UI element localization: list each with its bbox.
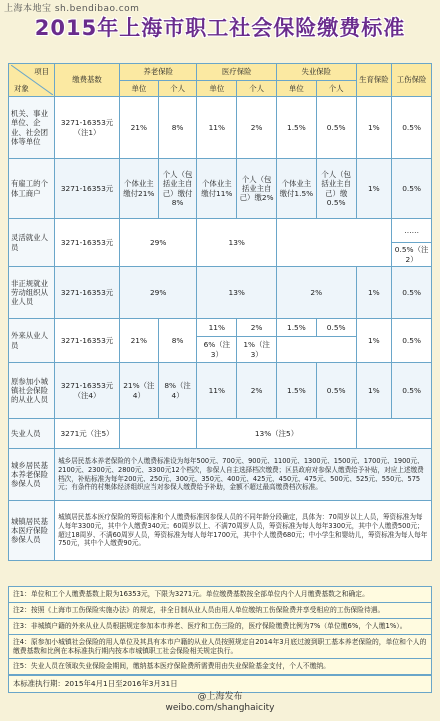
header-injury: 工伤保险 xyxy=(392,64,432,97)
note-2: 注2：按照《上海市工伤保险实施办法》的规定，非全日制从业人员由用人单位缴纳工伤保险费并享受相应的工伤保险待遇。 xyxy=(8,603,432,619)
note-3: 注3：非城镇户籍的外来从业人员根据规定参加本市养老、医疗和工伤三险的，医疗保险缴费比例为7%（单位缴6%，个人缴1%）。 xyxy=(8,619,432,635)
header-maternity: 生育保险 xyxy=(356,64,392,97)
table-row xyxy=(9,501,432,561)
footer-credit: @上海发布 weibo.com/shanghaicity xyxy=(165,692,275,713)
header-unemployment: 失业保险 xyxy=(277,64,357,81)
medical-unit: 11% xyxy=(197,97,237,159)
unemployment-personal: 0.5% xyxy=(316,97,356,159)
header-unit: 单位 xyxy=(119,80,158,97)
injury-top: …… xyxy=(392,219,432,243)
medical-personal-alt: 1%（注3） xyxy=(237,337,277,363)
row-label: 灵活就业人员 xyxy=(9,219,55,267)
row-label: 城乡居民基本养老保险参保人员 xyxy=(9,449,55,501)
table-row xyxy=(9,267,432,319)
empty-cell xyxy=(119,419,196,449)
medical-total: 13% xyxy=(197,267,277,319)
row-base: 3271-16353元 xyxy=(55,219,120,267)
pension-personal: 8%（注4） xyxy=(158,363,197,419)
table-row xyxy=(9,159,432,219)
medical-total: 13%（注5） xyxy=(197,419,356,449)
pension-unit: 21%（注4） xyxy=(119,363,158,419)
header-unit: 单位 xyxy=(197,80,237,97)
watermark: 上海本地宝 sh.bendibao.com xyxy=(4,4,140,14)
pension-personal: 8% xyxy=(158,319,197,363)
pension-personal: 8% xyxy=(158,97,197,159)
header-personal: 个人 xyxy=(316,80,356,97)
table-row xyxy=(9,97,432,159)
unemployment-unit: 1.5% xyxy=(277,319,317,337)
note-5: 注5：失业人员在领取失业保险金期间，缴纳基本医疗保险费所需费用由失业保险基金支付，个人不缴纳。 xyxy=(8,659,432,675)
injury: 0.5% xyxy=(392,97,432,159)
medical-personal: 2% xyxy=(237,97,277,159)
row-label: 有雇工的个体工商户 xyxy=(9,159,55,219)
maternity: 1% xyxy=(356,97,392,159)
corner-bottom: 对象 xyxy=(14,83,29,93)
note-4: 注4：原参加小城镇社会保险的用人单位及其具有本市户籍的从业人员按照规定自2014年3月底过渡到职工基本养老保险的，单位和个人的缴费基数和比例在本标准执行期内按本市城镇职工社会保险相关规定执行。 xyxy=(8,635,432,660)
header-base: 缴费基数 xyxy=(55,64,120,97)
injury-bottom: 0.5%（注2） xyxy=(392,243,432,267)
row-base: 3271-16353元 xyxy=(55,267,120,319)
row-label: 机关、事业单位、企业、社会团体等单位 xyxy=(9,97,55,159)
injury: 0.5% xyxy=(392,267,432,319)
medical-personal: 2% xyxy=(237,363,277,419)
medical-unit: 11% xyxy=(197,363,237,419)
medical-personal: 个人（包括业主自己）缴2% xyxy=(237,159,277,219)
row-label: 失业人员 xyxy=(9,419,55,449)
medical-total: 13% xyxy=(197,219,277,267)
row-base: 3271-16353元 xyxy=(55,319,120,363)
row-label: 城镇居民基本医疗保险参保人员 xyxy=(9,501,55,561)
row-base: 3271-16353元（注4） xyxy=(55,363,120,419)
header-unit: 单位 xyxy=(277,80,317,97)
insurance-table xyxy=(8,63,432,561)
table-row xyxy=(9,449,432,501)
note-1: 注1：单位和工个人缴费基数上限为16353元，下限为3271元。单位缴费基数按全部单位内个人月缴费基数之和确定。 xyxy=(8,586,432,603)
row-description: 城镇居民基本医疗保险的筹资标准和个人缴费标准因参保人员的不同年龄分段确定，具体为：70周岁以上人员，筹资标准为每人每年3300元，其中个人缴费340元；60周岁以上、不满70周岁人员，筹资标准为每人每年3300元，其中个人缴费500元；超过18周岁、不满60周岁人员，筹资标准为每人每年1700元，其中个人缴费680元；中小学生和婴幼儿，筹资标准为每人每年750元，其中个人缴费90元。 xyxy=(55,501,432,561)
injury: 0.5% xyxy=(392,319,432,363)
empty-cell xyxy=(277,219,392,267)
pension-unit: 21% xyxy=(119,97,158,159)
row-label: 原参加小城镇社会保险的从业人员 xyxy=(9,363,55,419)
empty-cell xyxy=(356,419,431,449)
medical-unit-alt: 6%（注3） xyxy=(197,337,237,363)
corner-cell xyxy=(9,64,55,97)
row-base: 3271-16353元（注1） xyxy=(55,97,120,159)
injury: 0.5% xyxy=(392,363,432,419)
injury: 0.5% xyxy=(392,159,432,219)
execution-period: 本标准执行期：2015年4月1日至2016年3月31日 xyxy=(8,675,432,693)
row-base: 3271元（注5） xyxy=(55,419,120,449)
unemployment-unit: 个体业主缴付1.5% xyxy=(277,159,317,219)
pension-total: 29% xyxy=(119,219,196,267)
unemployment-unit: 1.5% xyxy=(277,97,317,159)
maternity: 1% xyxy=(356,267,392,319)
notes-section xyxy=(8,586,432,693)
pension-personal: 个人（包括业主自己）缴付8% xyxy=(158,159,197,219)
empty-cell xyxy=(277,337,357,363)
header-pension: 养老保险 xyxy=(119,64,196,81)
unemployment-personal: 0.5% xyxy=(316,363,356,419)
unemployment-unit: 1.5% xyxy=(277,363,317,419)
header-personal: 个人 xyxy=(158,80,197,97)
header-row-1 xyxy=(9,64,432,81)
medical-unit: 个体业主缴付11% xyxy=(197,159,237,219)
unemployment-personal: 0.5% xyxy=(316,319,356,337)
maternity: 1% xyxy=(356,363,392,419)
maternity: 1% xyxy=(356,159,392,219)
pension-total: 29% xyxy=(119,267,196,319)
maternity: 1% xyxy=(356,319,392,363)
row-base: 3271-16353元 xyxy=(55,159,120,219)
pension-unit: 21% xyxy=(119,319,158,363)
row-description: 城乡居民基本养老保险的个人缴费标准设为每年500元、700元、900元、1100元、1300元、1500元、1700元、1900元、2100元、2300元、2800元、3300元12个档次，参保人自主选择档次缴费；区县政府对参保人缴费给予补贴，对应上述缴费档次，补贴标准为每年200元、250元、300元、350元、400元、425元、450元、475元、500元、525元、550元、575元；有条件的村集体经济组织应当对参保人缴费给予补助，金额不超过最高缴费档次标准。 xyxy=(55,449,432,501)
table-row xyxy=(9,219,432,243)
pension-unit: 个体业主缴付21% xyxy=(119,159,158,219)
header-personal: 个人 xyxy=(237,80,277,97)
medical-unit: 11% xyxy=(197,319,237,337)
page-title: 2015年上海市职工社会保险缴费标准 xyxy=(34,16,406,40)
row-label: 非正规就业劳动组织从业人员 xyxy=(9,267,55,319)
medical-personal: 2% xyxy=(237,319,277,337)
corner-top: 项目 xyxy=(34,67,50,76)
unemployment-total: 2% xyxy=(277,267,357,319)
table-row xyxy=(9,319,432,337)
table-row xyxy=(9,419,432,449)
table-row xyxy=(9,363,432,419)
header-medical: 医疗保险 xyxy=(197,64,277,81)
unemployment-personal: 个人（包括业主自己）缴0.5% xyxy=(316,159,356,219)
row-label: 外来从业人员 xyxy=(9,319,55,363)
